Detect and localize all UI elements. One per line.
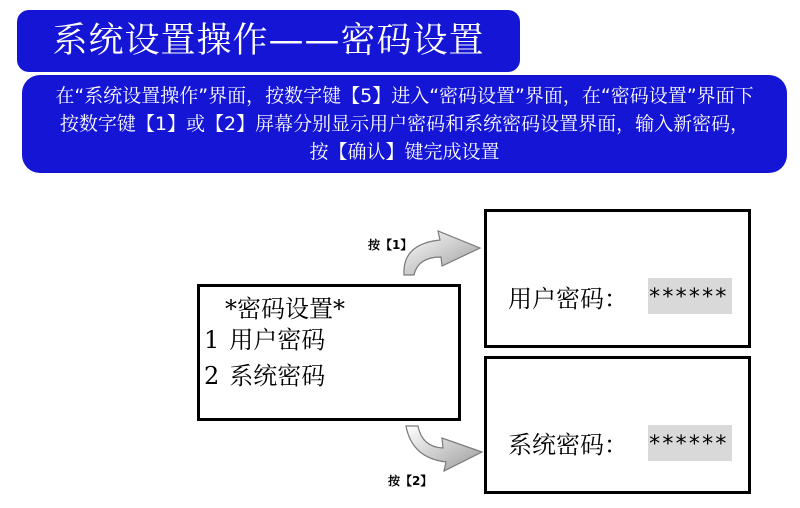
- menu-item-user-password: [204, 320, 325, 355]
- press-1-label: 按【1】: [368, 238, 413, 252]
- menu-item-label: 用户密码: [229, 326, 326, 354]
- menu-item-system-password: [204, 356, 325, 391]
- password-menu-screen: [197, 284, 461, 421]
- menu-title: *密码设置*: [225, 295, 345, 323]
- system-password-label: 系统密码：: [508, 431, 628, 459]
- menu-item-label: 系统密码: [229, 362, 326, 390]
- menu-item-number: 1: [204, 326, 220, 354]
- slide-title: 系统设置操作——密码设置: [17, 10, 520, 72]
- user-password-label: 用户密码：: [508, 285, 628, 313]
- system-password-field: ******: [648, 425, 732, 461]
- description-banner: 在“系统设置操作”界面，按数字键【5】进入“密码设置”界面，在“密码设置”界面下按数字键【1】或【2】屏幕分别显示用户密码和系统密码设置界面，输入新密码，按【确认】键完成设置: [22, 75, 787, 173]
- user-password-screen: [484, 209, 751, 348]
- press-2-label: 按【2】: [388, 474, 433, 488]
- curved-arrow-icon: [406, 426, 482, 471]
- curved-arrow-icon: [404, 231, 480, 275]
- user-password-field: ******: [648, 278, 732, 314]
- menu-item-number: 2: [204, 362, 220, 390]
- system-password-screen: [484, 356, 751, 494]
